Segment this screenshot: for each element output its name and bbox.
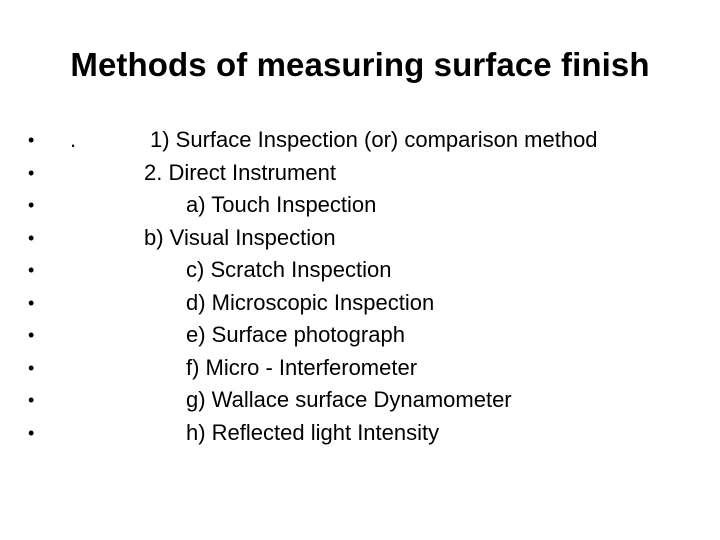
bullet-list bbox=[28, 124, 698, 449]
bullet-icon: • bbox=[28, 195, 35, 215]
slide-title: Methods of measuring surface finish bbox=[70, 46, 650, 83]
list-item-text: b) Visual Inspection bbox=[144, 224, 336, 250]
list-item bbox=[28, 222, 698, 255]
list-item-prefix: . bbox=[70, 127, 77, 152]
list-item bbox=[28, 352, 698, 385]
list-item-text: h) Reflected light Intensity bbox=[186, 419, 440, 445]
list-item bbox=[28, 287, 698, 320]
list-item bbox=[28, 319, 698, 352]
bullet-icon: • bbox=[28, 292, 35, 313]
bullet-icon: • bbox=[28, 422, 35, 443]
list-item-text: g) Wallace surface Dynamometer bbox=[186, 387, 512, 412]
list-item bbox=[28, 417, 698, 450]
list-item-text: 1) Surface Inspection (or) comparison method bbox=[150, 127, 598, 152]
list-item-text: c) Scratch Inspection bbox=[186, 257, 392, 282]
bullet-icon: • bbox=[28, 390, 35, 410]
list-item-text: a) Touch Inspection bbox=[186, 192, 377, 217]
list-item bbox=[28, 124, 698, 157]
bullet-icon: • bbox=[28, 162, 35, 183]
bullet-icon: • bbox=[28, 130, 35, 150]
list-item-text: 2. Direct Instrument bbox=[144, 159, 336, 185]
list-item-text: e) Surface photograph bbox=[186, 322, 405, 347]
list-item bbox=[28, 384, 698, 417]
list-item bbox=[28, 157, 698, 190]
bullet-icon: • bbox=[28, 357, 35, 378]
list-item bbox=[28, 254, 698, 287]
list-item-text: f) Micro - Interferometer bbox=[186, 354, 418, 380]
bullet-icon: • bbox=[28, 325, 35, 345]
list-item-text: d) Microscopic Inspection bbox=[186, 289, 435, 315]
bullet-icon: • bbox=[28, 227, 35, 248]
bullet-icon: • bbox=[28, 260, 35, 280]
list-item bbox=[28, 189, 698, 222]
